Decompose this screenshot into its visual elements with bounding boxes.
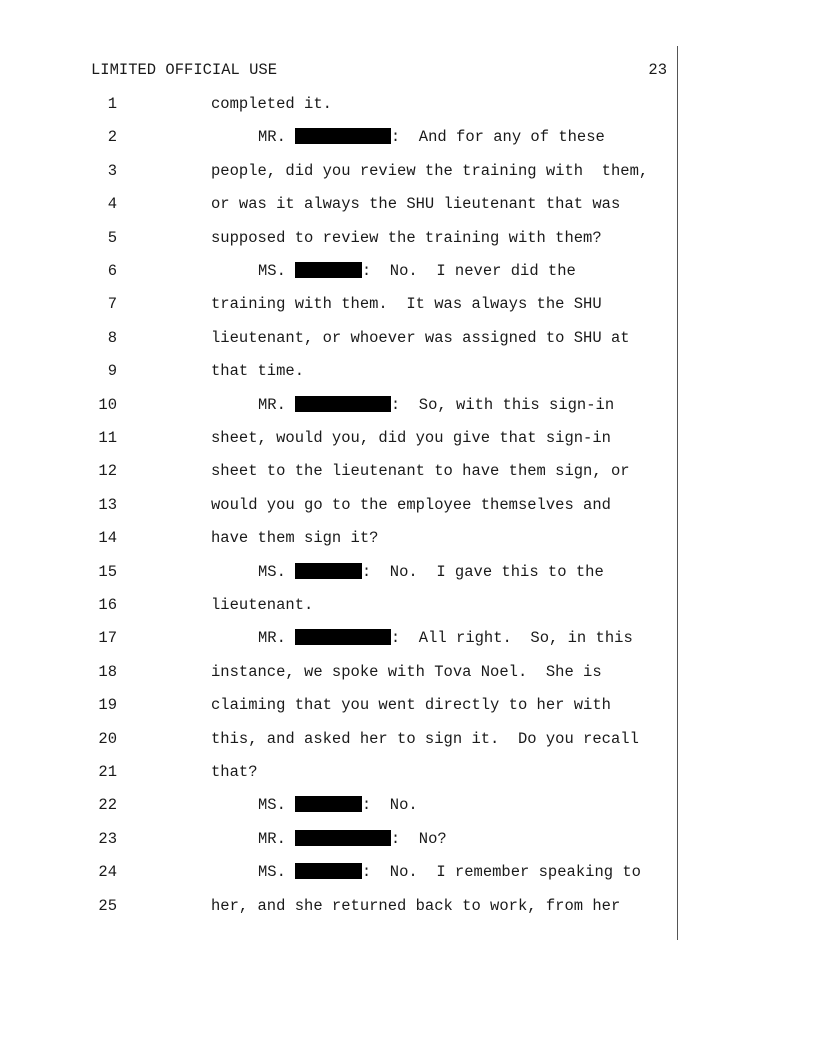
line-text [211,729,639,749]
line-content: that time. [211,362,305,381]
transcript-line [0,261,676,281]
line-number: 15 [98,562,117,581]
transcript-line [0,361,676,381]
transcript-line [0,94,676,114]
line-number: 4 [107,195,117,214]
line-number: 11 [98,429,117,447]
line-text [211,94,332,114]
line-text [211,328,630,348]
line-content: or was it always the SHU lieutenant that was [211,195,621,214]
line-content: lieutenant. [211,596,314,614]
line-content: would you go to the employee themselves and [211,495,611,514]
line-number: 23 [98,829,117,848]
line-text [211,361,304,381]
line-content: sheet, would you, did you give that sign-in [211,429,611,447]
line-number: 2 [107,128,117,147]
line-text [211,896,620,916]
speaker-label: MS. [258,796,286,815]
line-content: her, and she returned back to work, from her [211,896,621,915]
line-content: : No? [390,829,447,848]
transcript-line [0,762,676,782]
redaction-box [295,262,362,278]
transcript-line [0,662,676,682]
transcript-line [0,161,676,181]
line-number: 22 [98,796,117,815]
line-text [211,194,620,214]
speaker-label: MR. [258,629,286,648]
line-number: 19 [98,696,117,715]
transcript-line [0,395,676,415]
line-text [258,562,604,582]
line-number: 14 [98,529,117,548]
right-margin-rule [677,46,678,940]
line-number: 16 [98,596,117,614]
line-number: 24 [98,863,117,882]
line-content: : All right. So, in this [390,629,633,648]
line-content: supposed to review the training with them? [211,228,602,247]
line-text [211,228,602,248]
redaction-box [295,796,362,812]
line-content: training with them. It was always the SHU [211,295,602,314]
line-content: that? [211,763,258,781]
line-content: : No. I gave this to the [361,562,604,581]
line-content: sheet to the lieutenant to have them sign, or [211,462,630,481]
line-content: lieutenant, or whoever was assigned to SHU at [211,328,630,347]
transcript-line [0,428,676,448]
line-text [211,461,630,481]
line-content: people, did you review the training with them, [211,161,649,180]
line-text [258,395,614,415]
speaker-label: MR. [258,395,286,414]
line-number: 13 [98,495,117,514]
line-text [211,528,378,548]
line-text [211,294,602,314]
line-number: 20 [98,729,117,748]
transcript-line [0,495,676,515]
speaker-label: MS. [258,262,286,280]
line-number: 21 [98,763,117,781]
line-number: 12 [98,462,117,481]
transcript-line [0,595,676,615]
transcript-line [0,194,676,214]
line-number: 25 [98,896,117,915]
transcript-line [0,896,676,916]
line-text [211,695,611,715]
line-number: 3 [107,161,117,180]
line-content: : No. [361,796,418,815]
transcript-line [0,562,676,582]
line-content: : No. I never did the [361,262,576,280]
redaction-box [295,128,391,144]
line-content: have them sign it? [211,529,379,548]
line-content: : No. I remember speaking to [361,863,641,882]
line-text [211,161,648,181]
transcript-line [0,528,676,548]
speaker-label: MS. [258,562,286,581]
transcript-line [0,127,676,147]
speaker-label: MR. [258,829,286,848]
line-number: 9 [107,362,117,381]
line-number: 1 [107,95,117,113]
line-number: 17 [98,629,117,648]
line-text [211,595,313,615]
line-text [258,829,447,849]
line-number: 18 [98,662,117,681]
line-text [258,795,418,815]
line-text [211,762,258,782]
line-number: 10 [98,395,117,414]
speaker-label: MR. [258,128,286,147]
line-content: claiming that you went directly to her with [211,696,611,715]
speaker-label: MS. [258,863,286,882]
redaction-box [295,396,391,412]
redaction-box [295,563,362,579]
page-number: 23 [648,61,667,79]
line-text [258,862,641,882]
transcript-line [0,294,676,314]
line-content: completed it. [211,95,332,113]
transcript-line [0,862,676,882]
line-content: instance, we spoke with Tova Noel. She is [211,662,602,681]
transcript-line [0,328,676,348]
line-content: this, and asked her to sign it. Do you recall [211,729,639,748]
transcript-line [0,695,676,715]
redaction-box [295,830,391,846]
transcript-line [0,829,676,849]
line-content: : So, with this sign-in [390,395,615,414]
transcript-line [0,729,676,749]
line-text [211,662,602,682]
line-text [211,495,611,515]
line-text [258,127,605,147]
transcript-line [0,461,676,481]
line-text [211,428,611,448]
redaction-box [295,629,391,645]
line-number: 6 [107,262,117,280]
redaction-box [295,863,362,879]
transcript-line [0,628,676,648]
line-number: 5 [107,228,117,247]
transcript-line [0,228,676,248]
line-text [258,261,576,281]
line-text [258,628,633,648]
line-number: 8 [107,328,117,347]
transcript-line [0,795,676,815]
line-number: 7 [107,295,117,314]
classification-header: LIMITED OFFICIAL USE [91,61,278,79]
line-content: : And for any of these [390,128,605,147]
